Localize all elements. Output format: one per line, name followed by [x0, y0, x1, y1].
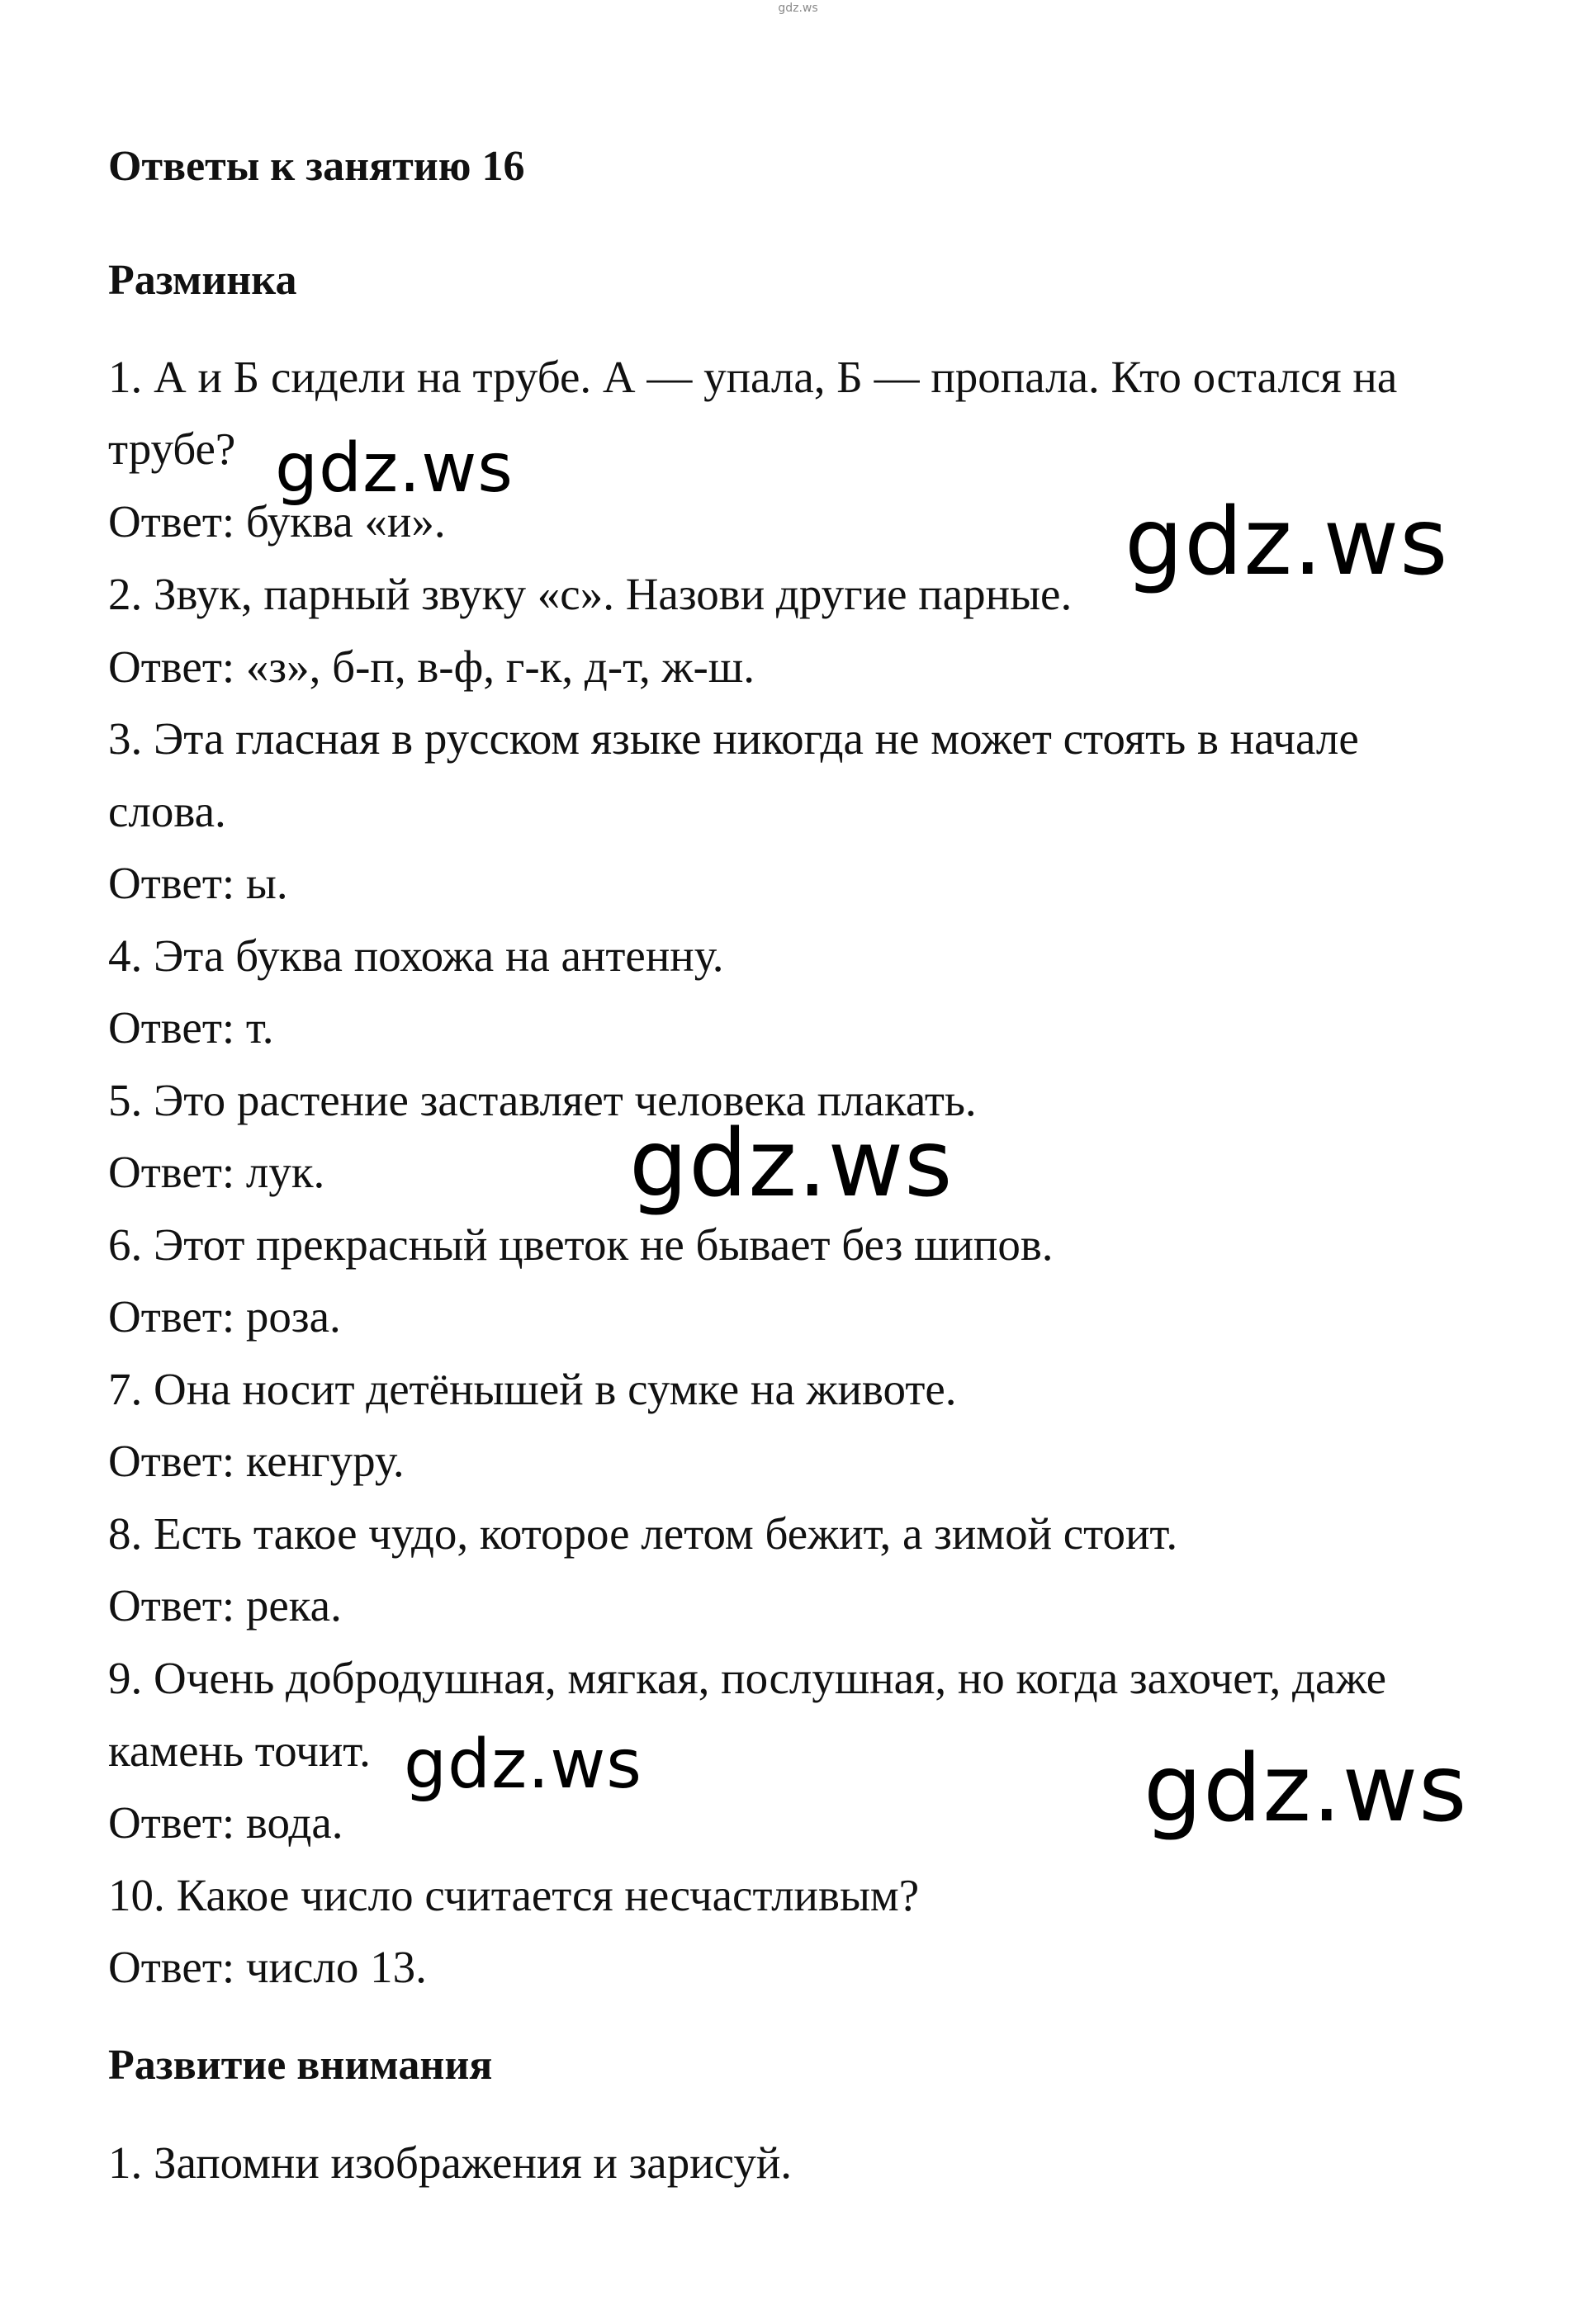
answer-line: Ответ: т. [108, 1002, 274, 1053]
answer-line: Ответ: число 13. [108, 1942, 427, 1992]
answer-line: Ответ: кенгуру. [108, 1436, 405, 1486]
watermark: gdz.ws [1144, 1735, 1468, 1843]
answer-line: Ответ: «з», б-п, в-ф, г-к, д-т, ж-ш. [108, 641, 755, 692]
answer-line: Ответ: река. [108, 1580, 342, 1631]
answer-line: Ответ: ы. [108, 858, 288, 908]
header-site-mark: gdz.ws [778, 2, 818, 15]
text-line: трубе? [108, 424, 236, 474]
text-line: камень точит. [108, 1725, 371, 1776]
answer-line: Ответ: вода. [108, 1797, 343, 1848]
text-line: 5. Это растение заставляет человека плакать. [108, 1075, 977, 1125]
text-line: слова. [108, 786, 226, 836]
watermark: gdz.ws [629, 1110, 954, 1218]
watermark: gdz.ws [404, 1725, 642, 1804]
text-line: 2. Звук, парный звуку «с». Назови другие парные. [108, 569, 1073, 619]
answer-line: Ответ: роза. [108, 1291, 341, 1342]
section-heading-warmup: Разминка [108, 257, 297, 304]
answer-line: Ответ: буква «и». [108, 496, 446, 547]
text-line: 9. Очень добродушная, мягкая, послушная, но когда захочет, даже [108, 1653, 1387, 1703]
text-line: 1. Запомни изображения и зарисуй. [108, 2137, 793, 2188]
watermark: gdz.ws [1125, 489, 1449, 596]
text-line: 1. А и Б сидели на трубе. А — упала, Б — пропала. Кто остался на [108, 352, 1398, 402]
text-line: 7. Она носит детёнышей в сумке на животе. [108, 1364, 957, 1414]
text-line: 6. Этот прекрасный цветок не бывает без шипов. [108, 1219, 1054, 1270]
answer-line: Ответ: лук. [108, 1147, 325, 1197]
text-line: 4. Эта буква похожа на антенну. [108, 930, 724, 981]
page-title: Ответы к занятию 16 [108, 143, 525, 190]
watermark: gdz.ws [275, 429, 514, 508]
text-line: 3. Эта гласная в русском языке никогда не может стоять в начале [108, 713, 1359, 764]
section-heading-attention: Развитие внимания [108, 2042, 493, 2089]
text-line: 10. Какое число считается несчастливым? [108, 1870, 920, 1920]
text-line: 8. Есть такое чудо, которое летом бежит, а зимой стоит. [108, 1508, 1178, 1559]
